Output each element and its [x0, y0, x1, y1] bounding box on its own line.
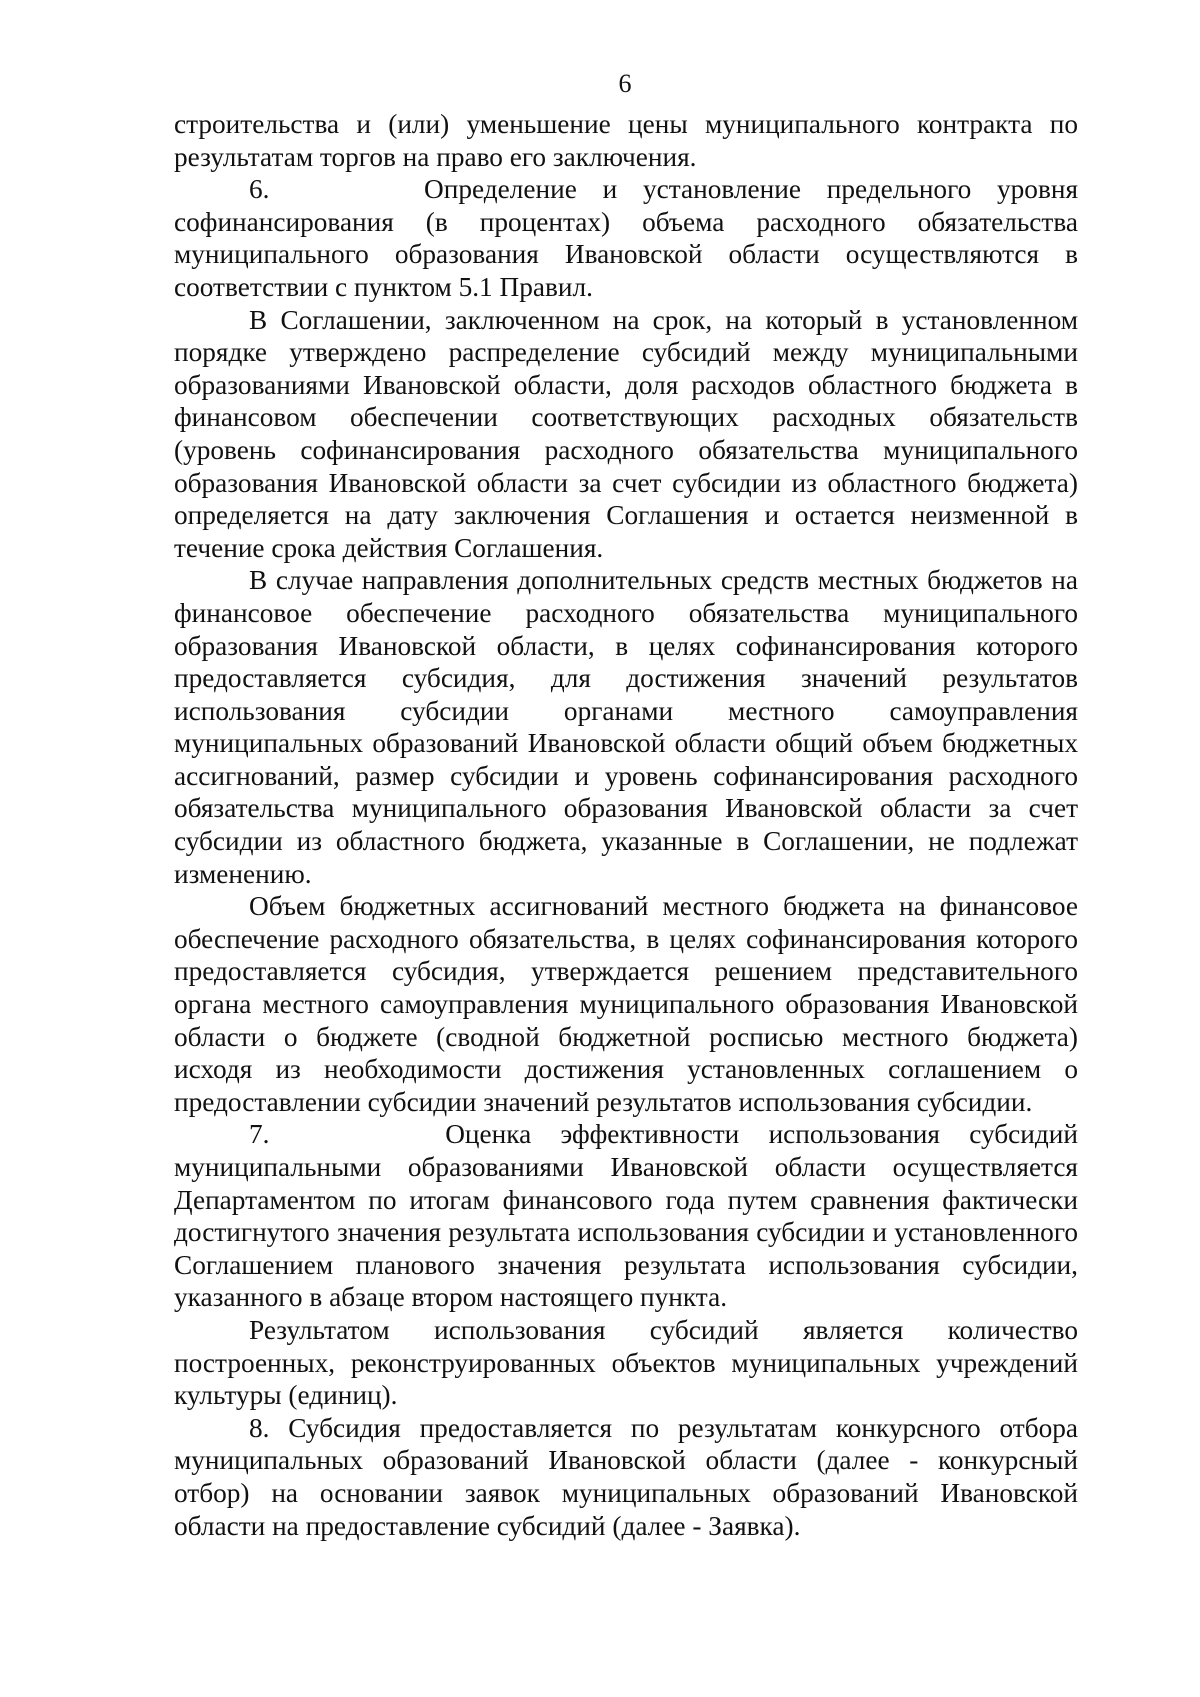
- paragraph-item-7: 7. Оценка эффективности использования субсидий муниципальными образованиями Ивановской области осуществляется Департаментом по итогам финансового года путем сравнения фактически достигнутого значения результата использования субсидии и установленного Соглашением планового значения результата использования субсидии, указанного в абзаце втором настоящего пункта.: [174, 1119, 1078, 1313]
- document-body: [174, 108, 1078, 1542]
- paragraph-result-indicator: Результатом использования субсидий является количество построенных, реконструированных объектов муниципальных учреждений культуры (единиц).: [174, 1314, 1078, 1411]
- paragraph-item-8: 8. Субсидия предоставляется по результатам конкурсного отбора муниципальных образований Ивановской области (далее - конкурсный отбор) на основании заявок муниципальных образований Ивановской области на предоставление субсидий (далее - Заявка).: [174, 1412, 1078, 1541]
- paragraph-item-6: 6. Определение и установление предельного уровня софинансирования (в процентах) объема расходного обязательства муниципального образования Ивановской области осуществляются в соответствии с пунктом 5.1 Правил.: [174, 174, 1078, 302]
- paragraph-additional-funds: В случае направления дополнительных средств местных бюджетов на финансовое обеспечение расходного обязательства муниципального образования Ивановской области, в целях софинансирования которого предоставляется субсидия, для достижения значений результатов использования субсидии органами местного самоуправления муниципальных образований Ивановской области общий объем бюджетных ассигнований, размер субсидии и уровень софинансирования расходного обязательства муниципального образования Ивановской области за счет субсидии из областного бюджета, указанные в Соглашении, не подлежат изменению.: [174, 565, 1078, 889]
- paragraph-continuation: строительства и (или) уменьшение цены муниципального контракта по результатам торгов на право его заключения.: [174, 109, 1078, 172]
- paragraph-agreement-term: В Соглашении, заключенном на срок, на который в установленном порядке утверждено распределение субсидий между муниципальными образованиями Ивановской области, доля расходов областного бюджета в финансовом обеспечении соответствующих расходных обязательств (уровень софинансирования расходного обязательства муниципального образования Ивановской области за счет субсидии из областного бюджета) определяется на дату заключения Соглашения и остается неизменной в течение срока действия Соглашения.: [174, 304, 1078, 563]
- page-number: 6: [618, 69, 632, 98]
- paragraph-budget-allocations: Объем бюджетных ассигнований местного бюджета на финансовое обеспечение расходного обязательства, в целях софинансирования которого предоставляется субсидия, утверждается решением представительного органа местного самоуправления муниципального образования Ивановской области о бюджете (сводной бюджетной росписью местного бюджета) исходя из необходимости достижения установленных соглашением о предоставлении субсидии значений результатов использования субсидии.: [174, 891, 1078, 1117]
